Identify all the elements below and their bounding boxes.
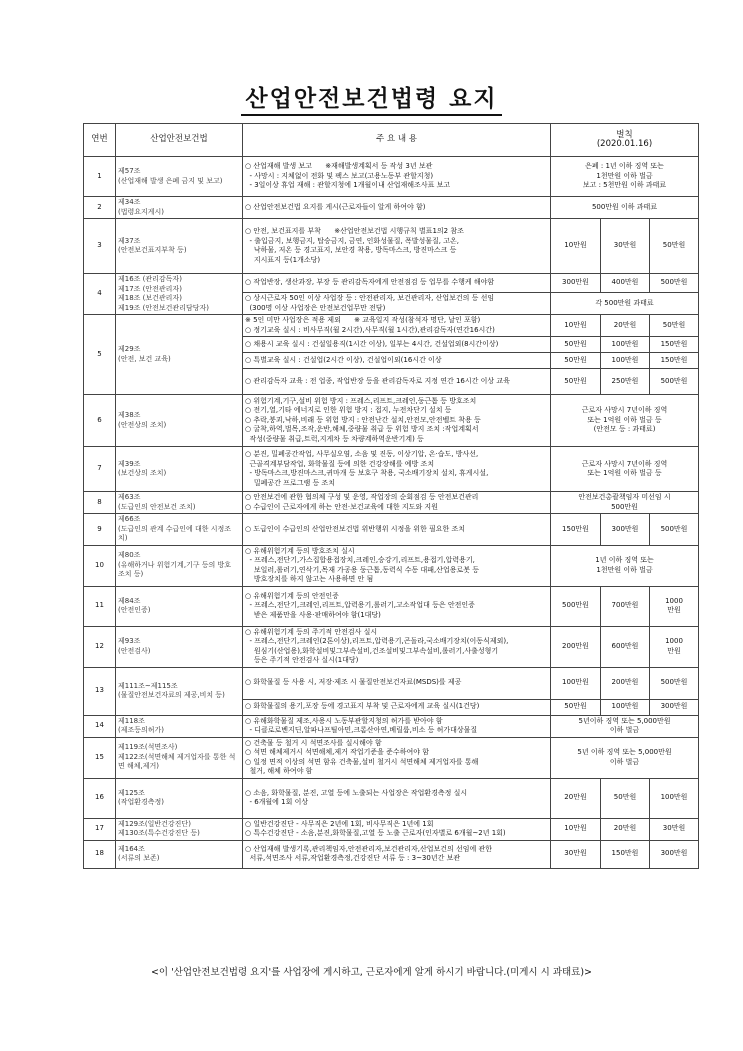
table-row — [84, 545, 699, 586]
content-cell — [243, 369, 551, 395]
law-article: 제84조 (안전인증) — [116, 586, 243, 626]
penalty-3: 300만원 — [650, 840, 699, 868]
penalty-1: 50만원 — [551, 353, 601, 369]
content-line: ○ 석면 해체제거시 석면해체,제거 작업기준을 준수하여야 함 — [245, 748, 429, 756]
content-line: (300명 이상 사업장은 안전보건업무만 전담) — [245, 303, 386, 312]
header-no: 연번 — [84, 124, 116, 157]
law-article: 제164조 (서류의 보존) — [116, 840, 243, 868]
penalty-2: 300만원 — [601, 514, 650, 546]
content-cell — [243, 586, 551, 626]
content-line: ○ 채용시 교육 실시 : 건설일용직(1시간 이상), 일부는 4시간, 건설업외(8시간이상) — [245, 339, 499, 348]
table-row — [84, 274, 699, 293]
content-line: ○ 유해위험기계 등의 주기적 안전검사 실시 — [245, 627, 378, 636]
content-cell — [243, 447, 551, 492]
content-line: - 방독마스크,방진마스크,귀마개 등 보호구 착용, 국소배기장치 설치, 휴게시설, — [245, 469, 489, 477]
law-article: 제38조 (안전상의 조치) — [116, 395, 243, 447]
table-row — [84, 715, 699, 737]
law-article: 제111조~제115조 (물질안전보건자료의 제공,비치 등) — [116, 667, 243, 715]
penalty-3: 150만원 — [650, 337, 699, 353]
content-line: ○ 추락,붕괴,낙하,비래 등 위험 방지 : 안전난간 설치,안전모,안전벨트 착용 등 — [245, 415, 481, 424]
page-title: 산업안전보건법령 요지 — [0, 80, 743, 113]
penalty-text: 5년 이하 징역 또는 5,000만원 이하 벌금 — [551, 737, 699, 778]
penalty-3: 300만원 — [650, 699, 699, 715]
content-cell — [243, 157, 551, 197]
penalty-2: 700만원 — [601, 586, 650, 626]
penalty-text: 1년 이하 징역 또는 1천만원 이하 벌금 — [551, 545, 699, 586]
content-line: ○ 화학물질 등 사용 시, 저장·제조 시 물질안전보건자료(MSDS)를 제공 — [245, 678, 462, 687]
law-article: 제37조 (안전보건표지부착 등) — [116, 219, 243, 274]
content-line: ○ 전기,열,기타 에너지로 인한 위험 방지 : 접지, 누전차단기 설치 등 — [245, 406, 452, 415]
content-line: ○ 산업재해 발생기록,관리책임자,안전관리자,보건관리자,산업보건의 선임에 관한 — [245, 844, 493, 853]
content-line: 철거, 해체 하여야 함 — [245, 767, 313, 775]
penalty-2: 100만원 — [601, 353, 650, 369]
row-number: 12 — [84, 626, 116, 667]
penalty-3: 50만원 — [650, 315, 699, 337]
content-line: ○ 산업재해 발생 보고 ※재해발생계획서 등 작성 3년 보관 — [245, 162, 433, 171]
penalty-3: 150만원 — [650, 353, 699, 369]
row-number: 2 — [84, 197, 116, 219]
content-line: ○ 특수건강진단 - 소음,분진,화학물질,고열 등 노출 근로자(인자별로 6개월~2년 1회) — [245, 829, 506, 837]
content-cell — [243, 395, 551, 447]
row-number: 6 — [84, 395, 116, 447]
penalty-1: 300만원 — [551, 274, 601, 293]
table-row — [84, 395, 699, 447]
content-cell — [243, 219, 551, 274]
penalty-text: 근로자 사망시 7년이하 징역 또는 1억원 이하 벌금 등 (안전모 등 : 과태료) — [551, 395, 699, 447]
footer-notice: <이 '산업안전보건법령 요지'를 사업장에 게시하고, 근로자에게 알게 하시기 바랍니다.(미게시 시 과태료)> — [150, 967, 593, 978]
table-row — [84, 840, 699, 868]
penalty-text: 500만원 이하 과태료 — [551, 197, 699, 219]
penalty-2: 200만원 — [601, 667, 650, 699]
content-line: 지시표지 등(1개소당) — [245, 255, 321, 264]
content-line: ○ 화학물질의 용기,포장 등에 경고표지 부착 및 근로자에게 교육 실시(1건당) — [245, 702, 480, 711]
content-line: - 프레스,전단기,크레인,리프트,압력용기,롤러기,고소작업대 등은 안전인증 — [245, 601, 475, 610]
content-line: ○ 수급인이 근로자에게 하는 안전·보건교육에 대한 지도와 지원 — [245, 502, 438, 511]
penalty-1: 30만원 — [551, 840, 601, 868]
row-number: 1 — [84, 157, 116, 197]
penalty-2: 20만원 — [601, 315, 650, 337]
header-penalty: 벌칙 (2020.01.16) — [551, 124, 699, 157]
content-line: 보일러,롤러기,연삭기,목재 가공용 둥근톱,동력식 수동 대패,산업용로봇 등 — [245, 565, 480, 574]
content-line: ○ 유해화학물질 제조,사용시 노동부관할지청의 허가를 받아야 함 — [245, 716, 443, 725]
penalty-1: 50만원 — [551, 369, 601, 395]
law-article: 제93조 (안전검사) — [116, 626, 243, 667]
penalty-text: 안전보건총괄책임자 미선임 시 500만원 — [551, 492, 699, 514]
content-line: ○ 일정 면적 이상의 석면 함유 건축물,설비 철거시 석면해체 제거업자를 통해 — [245, 757, 479, 766]
table-row — [84, 492, 699, 514]
content-line: - 사망시 : 지체없이 전화 및 팩스 보고(고용노동부 관할지청) — [245, 171, 434, 180]
content-line: ○ 소음, 화학물질, 분진, 고열 등에 노출되는 사업장은 작업환경측정 실시 — [245, 788, 468, 797]
penalty-2: 250만원 — [601, 369, 650, 395]
row-number: 14 — [84, 715, 116, 737]
table-row — [84, 626, 699, 667]
content-line: ○ 특별교육 실시 : 건설업(2시간 이상), 건설업이외(16시간 이상 — [245, 355, 442, 364]
penalty-1: 100만원 — [551, 667, 601, 699]
row-number: 13 — [84, 667, 116, 715]
penalty-2: 100만원 — [601, 699, 650, 715]
content-cell — [243, 197, 551, 219]
content-line: ○ 산업안전보건법 요지를 게시(근로자들이 알게 하여야 함) — [245, 202, 426, 211]
penalty-2: 400만원 — [601, 274, 650, 293]
content-line: - 3일이상 휴업 재해 : 관할지청에 1개월이내 산업재해조사표 보고 — [245, 181, 451, 190]
content-line: 원심기(산업용),화학설비및그부속설비,건조설비및그부속설비,롤러기,사출성형기 — [245, 646, 499, 655]
content-line: - 출입금지, 보행금지, 탑승금지, 금연, 인화성물질, 폭발성물질, 고온, — [245, 236, 459, 245]
content-line: 받은 제품만을 사용·판매하여야 함(1대당) — [245, 610, 381, 619]
table-row — [84, 778, 699, 818]
table-row — [84, 315, 699, 337]
row-number: 8 — [84, 492, 116, 514]
content-line: ○ 굴착,하역,벌목,조작,운반,해체,중량물 취급 등 위험 방지 조치 :작업계획서 — [245, 425, 479, 434]
row-number: 10 — [84, 545, 116, 586]
penalty-1: 50만원 — [551, 337, 601, 353]
header-content: 주 요 내 용 — [243, 124, 551, 157]
penalty-2: 100만원 — [601, 337, 650, 353]
penalty-1: 10만원 — [551, 219, 601, 274]
penalty-1: 50만원 — [551, 699, 601, 715]
row-number: 3 — [84, 219, 116, 274]
content-line: ○ 분진, 밀폐공간작업, 사무실오염, 소음 및 진동, 이상기압, 온·습도, 방사선, — [245, 450, 479, 458]
content-line: ○ 관리감독자 교육 : 전 업종, 작업반장 등을 관리감독자로 지정 연간 16시간 이상 교육 — [245, 376, 510, 385]
content-line: ※ 5인 미만 사업장은 적용 제외 ※ 교육일지 작성(참석자 명단, 날인 포함) — [245, 316, 481, 324]
penalty-3: 30만원 — [650, 818, 699, 840]
content-line: 낙하물, 저온 등 경고표지, 보안경 착용, 방독마스크, 방진마스크 등 — [245, 246, 457, 254]
content-line: ○ 위험기계,기구,설비 위험 방지 : 프레스,리프트,크레인,둥근톱 등 방호조치 — [245, 396, 477, 405]
law-article: 제39조 (보건상의 조치) — [116, 447, 243, 492]
table-header-row — [84, 124, 699, 157]
penalty-1: 500만원 — [551, 586, 601, 626]
content-line: ○ 건축물 등 철거 시 석면조사를 실시해야 함 — [245, 738, 382, 747]
law-summary-table — [83, 123, 699, 869]
content-cell — [243, 274, 551, 293]
row-number: 17 — [84, 818, 116, 840]
table-row — [84, 737, 699, 778]
penalty-2: 30만원 — [601, 219, 650, 274]
content-line: - 디클로로벤지딘,알파나프틸아민,크롬산아연,베릴륨,비소 등 허가대상물질 — [245, 726, 478, 734]
penalty-2: 150만원 — [601, 840, 650, 868]
penalty-1: 10만원 — [551, 818, 601, 840]
content-cell — [243, 337, 551, 353]
content-line: 밀폐공간 프로그램 등 조치 — [245, 478, 335, 487]
table-row — [84, 586, 699, 626]
penalty-3: 100만원 — [650, 778, 699, 818]
content-cell — [243, 715, 551, 737]
content-cell — [243, 818, 551, 840]
row-number: 18 — [84, 840, 116, 868]
penalty-2: 20만원 — [601, 818, 650, 840]
law-article: 제129조(일반건강진단) 제130조(특수건강진단 등) — [116, 818, 243, 840]
content-line: ○ 작업반장, 생산과장, 부장 등 관리감독자에게 안전점검 등 업무를 수행케 해야함 — [245, 278, 495, 287]
content-cell — [243, 353, 551, 369]
penalty-3: 500만원 — [650, 274, 699, 293]
content-cell — [243, 778, 551, 818]
law-article: 제16조 (관리감독자) 제17조 (안전관리자) 제18조 (보건관리자) 제19조 (안전보건관리담당자) — [116, 274, 243, 315]
content-line: - 6개월에 1회 이상 — [245, 798, 309, 806]
table-row — [84, 514, 699, 546]
table-row — [84, 157, 699, 197]
penalty-2: 50만원 — [601, 778, 650, 818]
content-cell — [243, 545, 551, 586]
law-article: 제119조(석면조사) 제122조(석면해체 제거업자를 통한 석면 해체,제거) — [116, 737, 243, 778]
penalty-1: 10만원 — [551, 315, 601, 337]
law-article: 제63조 (도급인의 안전보건 조치) — [116, 492, 243, 514]
content-line: ○ 일반건강진단 - 사무직은 2년에 1회, 비사무직은 1년에 1회 — [245, 819, 434, 828]
law-article: 제66조 (도급인의 관계 수급인에 대한 시정조치) — [116, 514, 243, 546]
content-line: ○ 안전, 보건표지를 부착 ※산업안전보건법 시행규칙 별표1의2 참조 — [245, 227, 464, 235]
row-number: 11 — [84, 586, 116, 626]
content-line: 등은 주기적 안전검사 실시(1대당) — [245, 656, 359, 664]
penalty-3: 500만원 — [650, 667, 699, 699]
table-row — [84, 818, 699, 840]
content-cell — [243, 840, 551, 868]
row-number: 16 — [84, 778, 116, 818]
penalty-3: 500만원 — [650, 369, 699, 395]
row-number: 5 — [84, 315, 116, 395]
table-row — [84, 447, 699, 492]
table-row — [84, 667, 699, 699]
content-cell — [243, 514, 551, 546]
row-number: 15 — [84, 737, 116, 778]
content-line: - 프레스,전단기,가스집합용접장치,크레인,승강기,리프트,용접기,압력용기, — [245, 556, 475, 564]
law-article: 제125조 (작업환경측정) — [116, 778, 243, 818]
content-line: 서류,석면조사 서류,작업환경측정,건강진단 서류 등 : 3~30년간 보관 — [245, 854, 461, 862]
penalty-3: 1000 만원 — [650, 586, 699, 626]
law-article: 제29조 (안전, 보건 교육) — [116, 315, 243, 395]
content-line: ○ 안전보건에 관한 협의체 구성 및 운영, 작업장의 순회점검 등 안전보건관리 — [245, 493, 479, 501]
law-article: 제34조 (법령요지게시) — [116, 197, 243, 219]
content-line: ○ 상시근로자 50인 이상 사업장 등 : 안전관리자, 보건관리자, 산업보건의 등 선임 — [245, 294, 495, 302]
content-cell — [243, 626, 551, 667]
penalty-1: 150만원 — [551, 514, 601, 546]
penalty-1: 200만원 — [551, 626, 601, 667]
penalty-text: 근로자 사망시 7년이하 징역 또는 1억원 이하 벌금 등 — [551, 447, 699, 492]
penalty-1: 20만원 — [551, 778, 601, 818]
penalty-3: 1000 만원 — [650, 626, 699, 667]
content-cell — [243, 737, 551, 778]
penalty-3: 500만원 — [650, 514, 699, 546]
content-cell — [243, 315, 551, 337]
penalty-text: 은폐 : 1년 이하 징역 또는 1천만원 이하 벌금 보고 : 5천만원 이하 과태료 — [551, 157, 699, 197]
content-line: ○ 정기교육 실시 : 비사무직(월 2시간),사무직(월 1시간),관리감독자(연간16시간) — [245, 325, 495, 334]
content-line: - 프레스,전단기,크레인(2톤이상),리프트,압력용기,곤돌라,국소배기장치(이동식제외), — [245, 637, 509, 645]
penalty-text: 각 500만원 과태료 — [551, 293, 699, 315]
content-cell — [243, 699, 551, 715]
law-article: 제80조 (유해하거나 위험기계,기구 등의 방호 조치 등) — [116, 545, 243, 586]
content-line: ○ 유해위험기계 등의 방호조치 실시 — [245, 546, 355, 555]
row-number: 9 — [84, 514, 116, 546]
penalty-3: 50만원 — [650, 219, 699, 274]
content-line: ○ 유해위험기계 등의 안전인증 — [245, 591, 339, 600]
content-line: 작성(중량물 취급,트럭,지게차 등 차량계하역운반기계) 등 — [245, 434, 424, 443]
law-article: 제118조 (제조등의허가) — [116, 715, 243, 737]
content-cell — [243, 492, 551, 514]
row-number: 4 — [84, 274, 116, 315]
content-line: 근골격계부담작업, 화학물질 등에 의한 건강장해를 예방 조치 — [245, 459, 435, 468]
penalty-text: 5년이하 징역 또는 5,000만원 이하 벌금 — [551, 715, 699, 737]
content-line: 방호장치를 하지 않고는 사용하면 안 됨 — [245, 575, 374, 583]
table-row — [84, 219, 699, 274]
table-row — [84, 197, 699, 219]
penalty-2: 600만원 — [601, 626, 650, 667]
content-line: ○ 도급인이 수급인의 산업안전보건법 위반행위 시정을 위한 필요한 조치 — [245, 524, 466, 533]
content-cell — [243, 667, 551, 699]
row-number: 7 — [84, 447, 116, 492]
header-law: 산업안전보건법 — [116, 124, 243, 157]
law-article: 제57조 (산업재해 발생 은폐 금지 및 보고) — [116, 157, 243, 197]
content-cell — [243, 293, 551, 315]
